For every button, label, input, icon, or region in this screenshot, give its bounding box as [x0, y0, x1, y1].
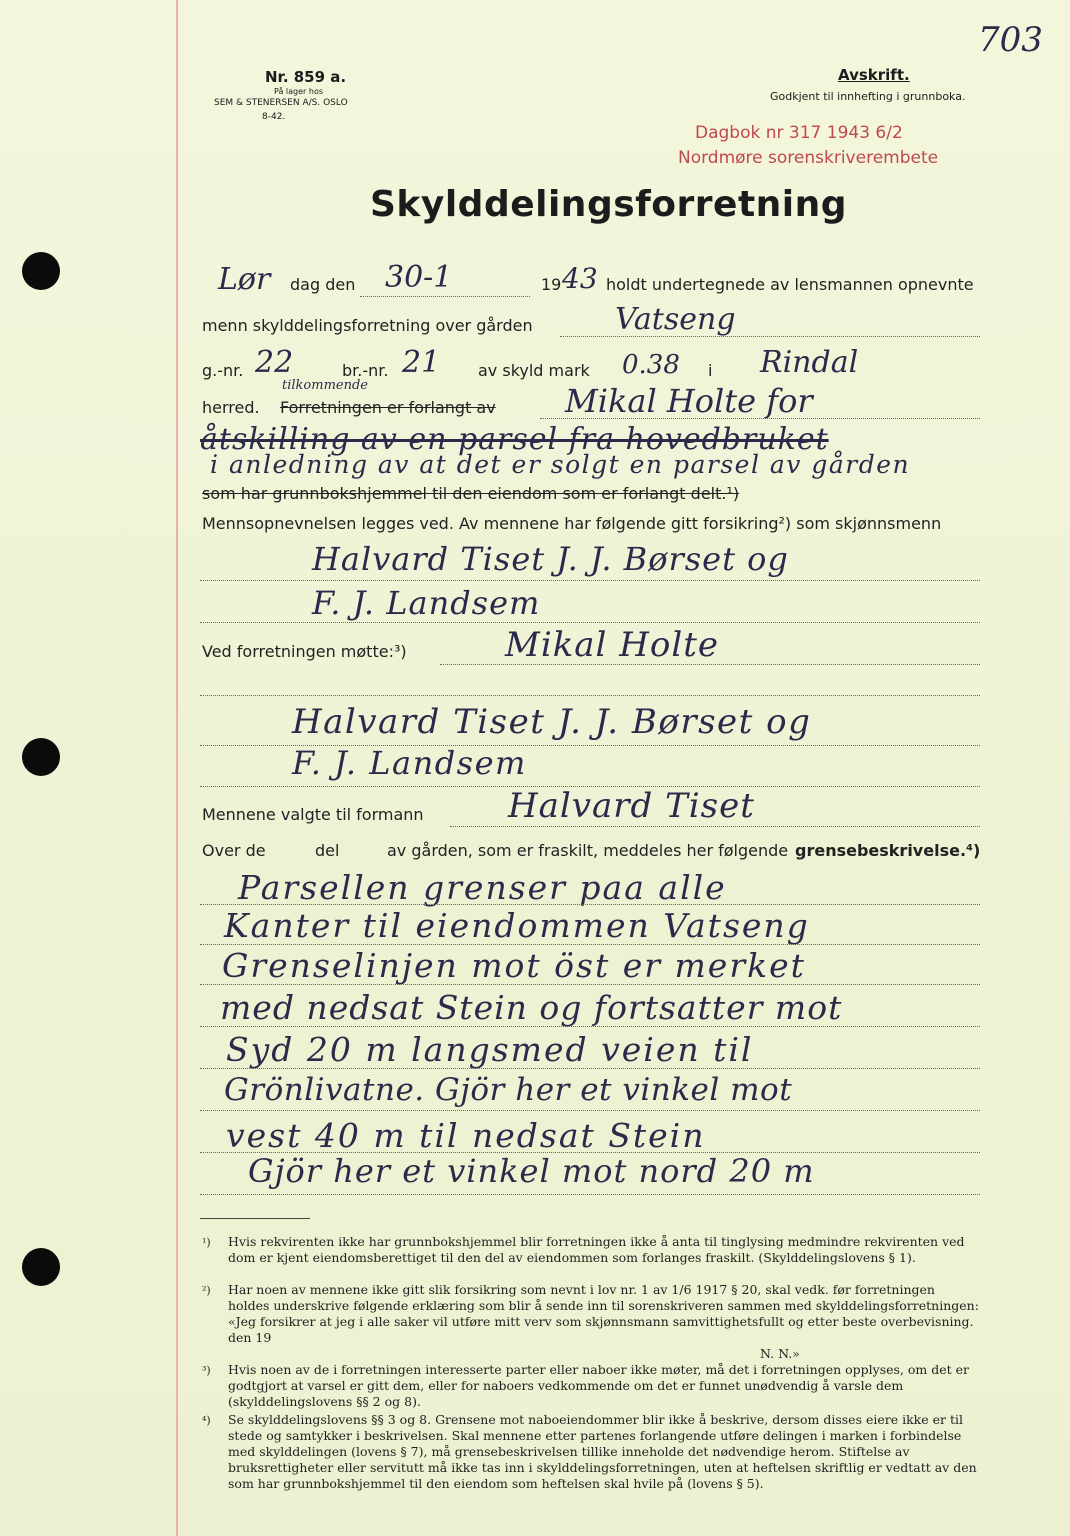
i-label: i [708, 361, 713, 380]
boundary-line: vest 40 m til nedsat Stein [226, 1116, 706, 1155]
footnote-divider [200, 1218, 310, 1219]
footnote-text: Har noen av mennene ikke gitt slik forsikring som nevnt i lov nr. 1 av 1/6 1917 § 20, skal vedk. før forretningen holdes underskrive følgende erklæring som blir å sende inn til sorenskriveren sammen med skylddelingsforretningen: «Jeg forsikrer at jeg i alle saker vil utføre mitt verv som skjønnsmann samvittighetsfullt og etter beste overbevisning. den 19 [228, 1282, 979, 1345]
year-value: 43 [562, 262, 598, 295]
document-title: Skylddelingsforretning [370, 184, 848, 225]
printer-line1: På lager hos [274, 87, 323, 96]
boundary-line: Gjör her et vinkel mot nord 20 m [248, 1152, 815, 1190]
brnr-label: br.-nr. [342, 361, 389, 380]
chair-value: Halvard Tiset [508, 786, 755, 826]
boundary-line: Grönlivatne. Gjör her et vinkel mot [224, 1072, 793, 1108]
footnote-signature: N. N.» [760, 1346, 800, 1361]
punch-hole [22, 252, 60, 290]
printer-line2: SEM & STENERSEN A/S. OSLO [214, 98, 348, 108]
boundary-line: Syd 20 m langsmed veien til [226, 1030, 754, 1069]
boundary-line: Grenselinjen mot öst er merket [222, 946, 806, 985]
chair-label: Mennene valgte til formann [202, 805, 424, 824]
boundary-label-c: av gården, som er fraskilt, meddeles her følgende [387, 841, 789, 860]
skyld-label: av skyld mark [478, 361, 590, 380]
struck-line2: som har grunnbokshjemmel til den eiendom som er forlangt delt.¹) [202, 484, 740, 503]
footnote-text: Se skylddelingslovens §§ 3 og 8. Grensene mot naboeiendommer blir ikke å beskrive, dersom disses eiere ikke er til stede og samtykker i beskrivelsen. Skal mennene etter partenes forlangende utføre delingen i marken i forbindelse med skylddelingen (lovens § 7), må grensebeskrivelsen tillike inneholde det nødvendige herom. Stiftelse av bruksrettigheter eller servitutt må ikke tas inn i skylddelingsforretningen, uten at heftelsen skriftlig er vedtatt av den som har grunnbokshjemmel til den eiendom som heftelsen skal hvile på (lovens § 5). [228, 1412, 977, 1491]
boundary-line: med nedsat Stein og fortsatter mot [220, 988, 843, 1027]
gnr-label: g.-nr. [202, 361, 244, 380]
purpose-hand: i anledning av at det er solgt en parsel av gården [210, 450, 911, 479]
present-line2: Halvard Tiset J. J. Børset og [292, 702, 812, 742]
office-stamp: Nordmøre sorenskriverembete [678, 148, 939, 168]
journal-stamp: Dagbok nr 317 1943 6/2 [695, 123, 903, 143]
boundary-label-a: Over de [202, 841, 266, 860]
footnote-number: ³) [202, 1364, 211, 1377]
footnote-text: Hvis noen av de i forretningen interesserte parter eller naboer ikke møter, må det i forretningen opplyses, om det er godtgjort at varsel er gitt dem, eller for naboers vedkommende om det er funnet unødvendig å varsle dem (skylddelingslovens §§ 2 og 8). [228, 1362, 970, 1409]
brnr-value: 21 [402, 345, 441, 380]
line1-rest: holdt undertegnede av lensmannen opnevnte [606, 275, 974, 294]
footnote-text: Hvis rekvirenten ikke har grunnbokshjemmel blir forretningen ikke å anta til tinglysing medmindre rekvirenten ved dom er kjent eiendomsberettiget til den del av eiendommen som forlanges fraskilt. (Skylddelingslovens § 1). [228, 1234, 965, 1265]
punch-hole [22, 738, 60, 776]
boundary-line: Parsellen grenser paa alle [238, 868, 727, 907]
purpose-struck: åtskilling av en parsel fra hovedbruket [200, 422, 829, 457]
struck-text: Forretningen er forlangt av [280, 398, 496, 417]
punch-hole [22, 1248, 60, 1286]
boundary-label-bold: grensebeskrivelse.⁴) [795, 841, 981, 860]
year-prefix: 19 [541, 275, 562, 294]
boundary-line: Kanter til eiendommen Vatseng [224, 906, 810, 945]
insert-text: tilkommende [282, 378, 368, 393]
day-prefix: Lør [218, 262, 271, 297]
present-line3: F. J. Landsem [292, 744, 527, 782]
men-label: Mennsopnevnelsen legges ved. Av mennene har følgende gitt forsikring²) som skjønnsmenn [202, 514, 942, 533]
skyld-value: 0.38 [622, 350, 680, 380]
present-value: Mikal Holte [505, 625, 720, 665]
footnote-number: ⁴) [202, 1414, 211, 1427]
printer-date: 8-42. [262, 112, 286, 122]
page-number: 703 [978, 20, 1043, 60]
line2-label: menn skylddelingsforretning over gården [202, 316, 533, 335]
day-label: dag den [290, 275, 356, 294]
footnote-number: ¹) [202, 1236, 211, 1249]
gnr-value: 22 [255, 345, 294, 380]
margin-line [176, 0, 178, 1536]
municipality: Rindal [760, 345, 859, 380]
herred-label: herred. [202, 398, 260, 417]
present-label: Ved forretningen møtte:³) [202, 642, 407, 661]
farm-name: Vatseng [615, 302, 736, 337]
date-value: 30-1 [385, 260, 453, 295]
requester: Mikal Holte for [565, 382, 813, 420]
footnote-number: ²) [202, 1284, 211, 1297]
approved-text: Godkjent til innhefting i grunnboka. [770, 90, 966, 103]
form-number: Nr. 859 a. [265, 68, 347, 86]
boundary-label-b: del [315, 841, 340, 860]
men-line2: F. J. Landsem [312, 584, 541, 622]
copy-label: Avskrift. [838, 66, 910, 84]
men-line1: Halvard Tiset J. J. Børset og [312, 540, 789, 578]
